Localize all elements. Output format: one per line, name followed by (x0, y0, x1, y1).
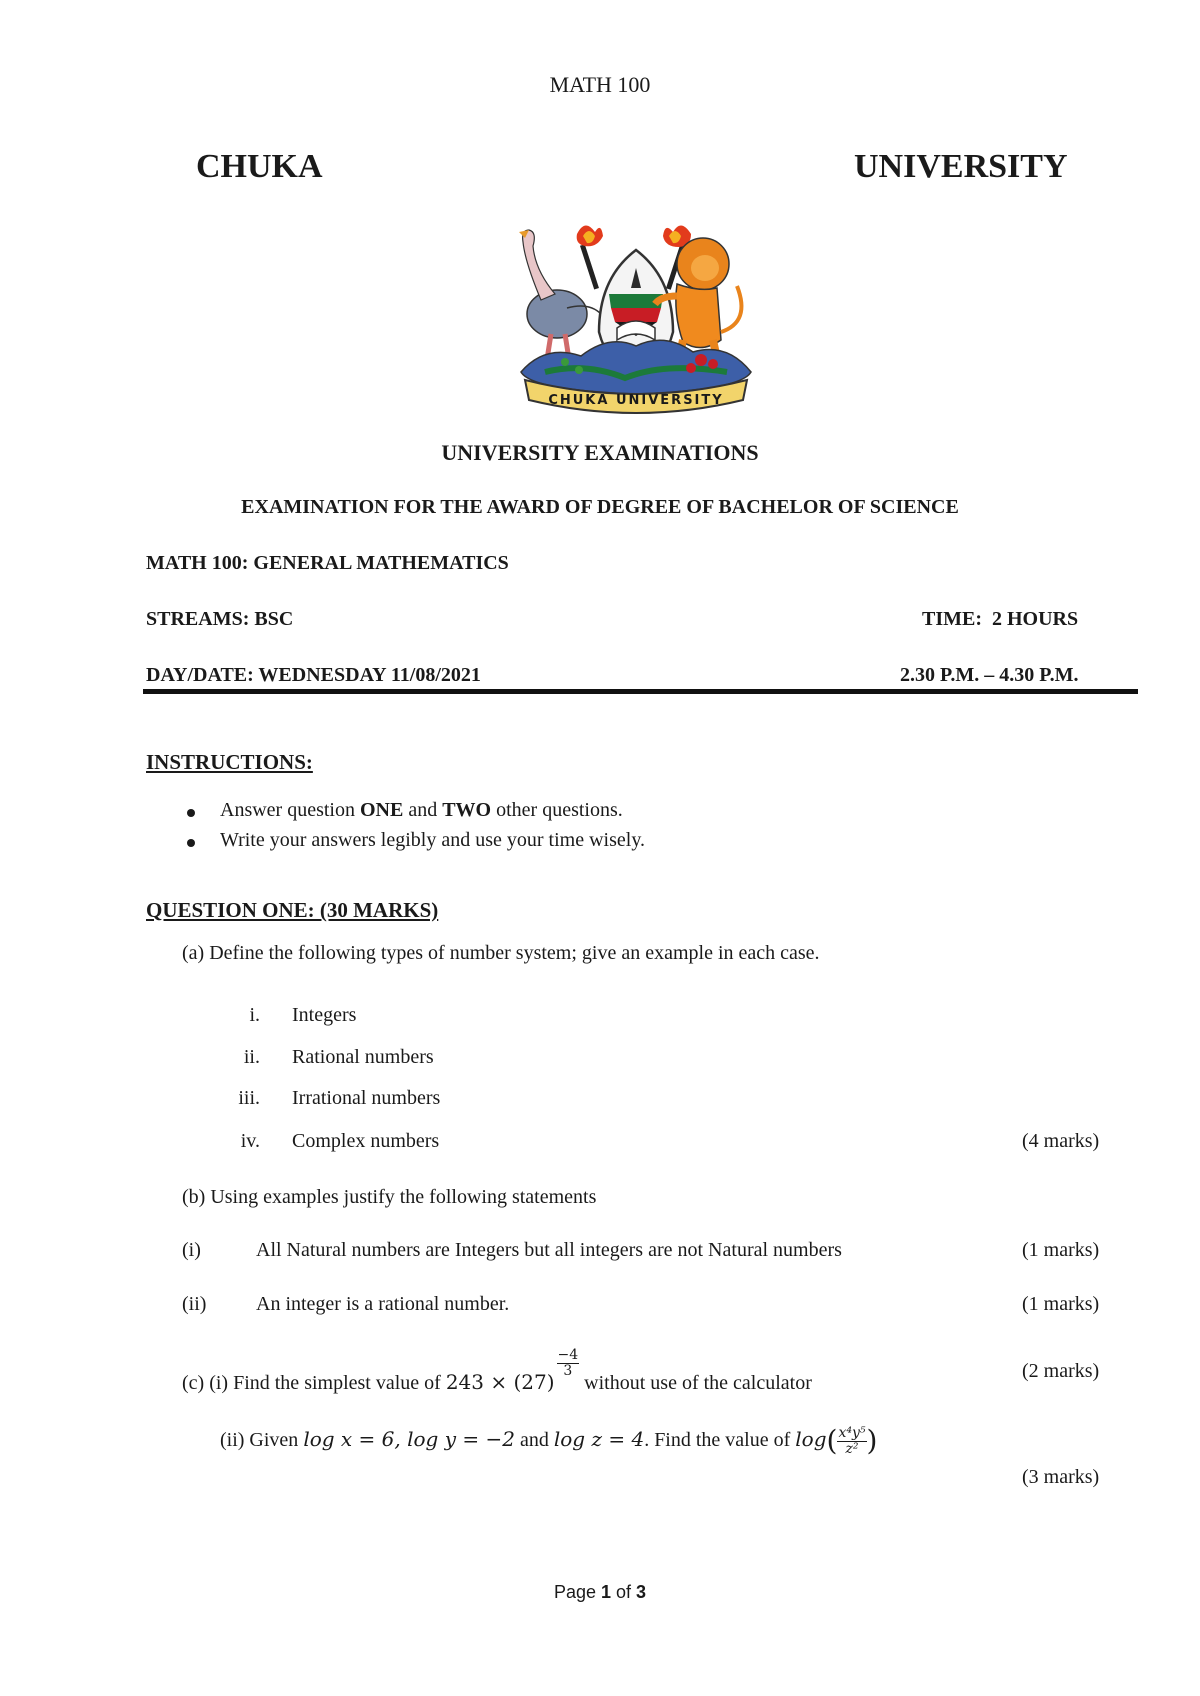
list-item: Rational numbers (292, 1046, 434, 1068)
math-exponent: $\frac{-4}{3}$ (557, 1347, 579, 1379)
math-expression: log x = 6, log y = −2 (303, 1427, 515, 1451)
question-a-text: (a) Define the following types of number system; give an example in each case. (182, 942, 820, 964)
bullet-icon (187, 839, 195, 847)
header-course-code: MATH 100 (549, 72, 651, 97)
seal-banner-text: CHUKA UNIVERSITY (548, 393, 724, 408)
question-b-text: (b) Using examples justify the following statements (182, 1186, 597, 1208)
list-item-number: (ii) (182, 1293, 207, 1315)
question-c-ii-text: (ii) Given log x = 6, log y = −2 and log z = 4. Find the value of log( $\frac{\text{x⁴y⁵}}{\text{z²}}$ ) (220, 1424, 878, 1457)
math-expression: log z = 4 (553, 1427, 645, 1451)
math-log: log (795, 1427, 827, 1451)
day-date-label: DAY/DATE: WEDNESDAY 11/08/2021 (146, 664, 481, 686)
math-expression: 243 × (27) (445, 1370, 555, 1394)
instruction-item-1: Answer question ONE and TWO other questions. (220, 799, 623, 821)
exam-award-line: EXAMINATION FOR THE AWARD OF DEGREE OF BACHELOR OF SCIENCE (241, 496, 959, 518)
exam-title: UNIVERSITY EXAMINATIONS (441, 440, 759, 465)
bullet-icon (187, 809, 195, 817)
instructions-heading: INSTRUCTIONS: (146, 750, 313, 774)
course-title: MATH 100: GENERAL MATHEMATICS (146, 552, 509, 574)
list-item: All Natural numbers are Integers but all integers are not Natural numbers (256, 1239, 842, 1261)
math-fraction: $\frac{\text{x⁴y⁵}}{\text{z²}}$ (838, 1424, 866, 1457)
streams-label: STREAMS: BSC (146, 608, 294, 630)
marks-label: (3 marks) (1022, 1466, 1100, 1488)
list-item-number: i. (249, 1004, 260, 1026)
marks-label: (1 marks) (1022, 1293, 1100, 1315)
time-label: TIME: 2 HOURS (922, 608, 1079, 630)
list-item-number: ii. (243, 1046, 260, 1068)
page-footer: Page 1 of 3 (553, 1582, 647, 1602)
list-item-number: (i) (182, 1239, 201, 1261)
list-item: An integer is a rational number. (256, 1293, 510, 1315)
header-divider-rule (143, 689, 1138, 694)
list-item: Integers (292, 1004, 357, 1026)
marks-label: (4 marks) (1022, 1130, 1100, 1152)
marks-label: (2 marks) (1022, 1360, 1100, 1382)
marks-label: (1 marks) (1022, 1239, 1100, 1261)
university-name-left: CHUKA (196, 148, 323, 185)
university-name-right: UNIVERSITY (854, 148, 1068, 185)
instruction-item-2: Write your answers legibly and use your time wisely. (220, 829, 646, 851)
exam-hours-label: 2.30 P.M. – 4.30 P.M. (900, 664, 1079, 686)
question-c-i-text: (c) (i) Find the simplest value of 243 × (27) $\frac{-4}{3}$ without use of the calculator (182, 1347, 812, 1394)
list-item: Complex numbers (292, 1130, 440, 1152)
list-item: Irrational numbers (292, 1087, 441, 1109)
list-item-number: iii. (238, 1087, 260, 1109)
question-one-heading: QUESTION ONE: (30 MARKS) (146, 898, 439, 922)
list-item-number: iv. (240, 1130, 260, 1152)
university-seal-logo (505, 222, 767, 422)
left-torch-icon (577, 225, 603, 289)
